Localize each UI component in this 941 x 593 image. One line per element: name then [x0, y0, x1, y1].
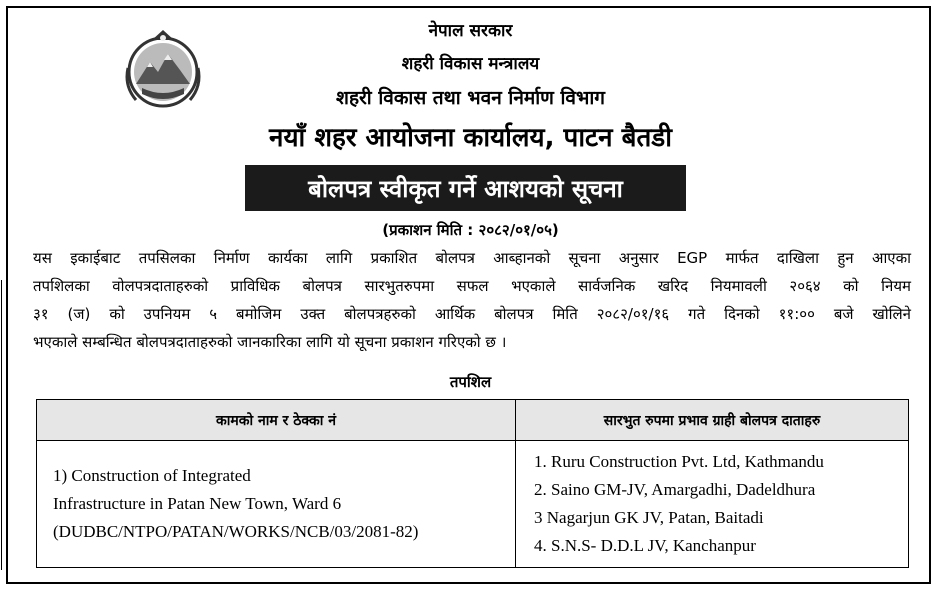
- bidders-cell: [516, 441, 909, 568]
- header-work-name: कामको नाम र ठेक्का नं: [37, 400, 516, 441]
- notice-title: बोलपत्र स्वीकृत गर्ने आशयको सूचना: [308, 174, 623, 203]
- table-header-row: [37, 400, 909, 441]
- body-line: यस इकाईबाट तपसिलका निर्माण कार्यका लागि प्रकाशित बोलपत्र आब्हानको सूचना अनुसार EGP मार्फत दाखिला हुन आएका: [33, 249, 911, 267]
- table-row: [37, 441, 909, 568]
- section-title: तपशिल: [449, 373, 492, 391]
- work-cell: [37, 441, 516, 568]
- bidder-item: 1. Ruru Construction Pvt. Ltd, Kathmandu: [534, 452, 824, 471]
- work-name-line: Infrastructure in Patan New Town, Ward 6: [53, 494, 342, 513]
- header-ministry: शहरी विकास मन्त्रालय: [401, 54, 540, 74]
- bidders-table: [36, 399, 909, 568]
- header-government: नेपाल सरकार: [428, 21, 513, 41]
- header-department: शहरी विकास तथा भवन निर्माण विभाग: [336, 87, 605, 109]
- left-rule: [1, 280, 2, 570]
- header-office: नयाँ शहर आयोजना कार्यालय, पाटन बैतडी: [269, 123, 672, 153]
- notice-body: [33, 244, 911, 356]
- body-line: तपशिलका वोलपत्रदाताहरुको प्राविधिक बोलपत्र सारभुतरुपमा सफल भएकाले सार्वजनिक खरिद नियमावली २०६४ को नियम: [33, 277, 911, 295]
- contract-number: (DUDBC/NTPO/PATAN/WORKS/NCB/03/2081-82): [53, 522, 419, 541]
- bidder-item: 2. Saino GM-JV, Amargadhi, Dadeldhura: [534, 480, 816, 499]
- bidder-item: 3 Nagarjun GK JV, Patan, Baitadi: [534, 508, 764, 527]
- header-bidders: सारभुत रुपमा प्रभाव ग्राही बोलपत्र दाताहरु: [516, 400, 909, 441]
- notice-title-banner: [245, 165, 686, 211]
- publication-date: (प्रकाशन मिति : २०८२/०१/०५): [382, 221, 559, 239]
- body-line: भएकाले सम्बन्धित बोलपत्रदाताहरुको जानकारिका लागि यो सूचना प्रकाशन गरिएको छ ।: [33, 333, 507, 351]
- bidder-item: 4. S.N.S- D.D.L JV, Kanchanpur: [534, 536, 756, 555]
- work-name-line: 1) Construction of Integrated: [53, 466, 251, 485]
- body-line: ३१ (ज) को उपनियम ५ बमोजिम उक्त बोलपत्रहरुको आर्थिक बोलपत्र मिति २०८२/०१/१६ गते दिनको ११:०० बजे खोलिने: [33, 305, 911, 323]
